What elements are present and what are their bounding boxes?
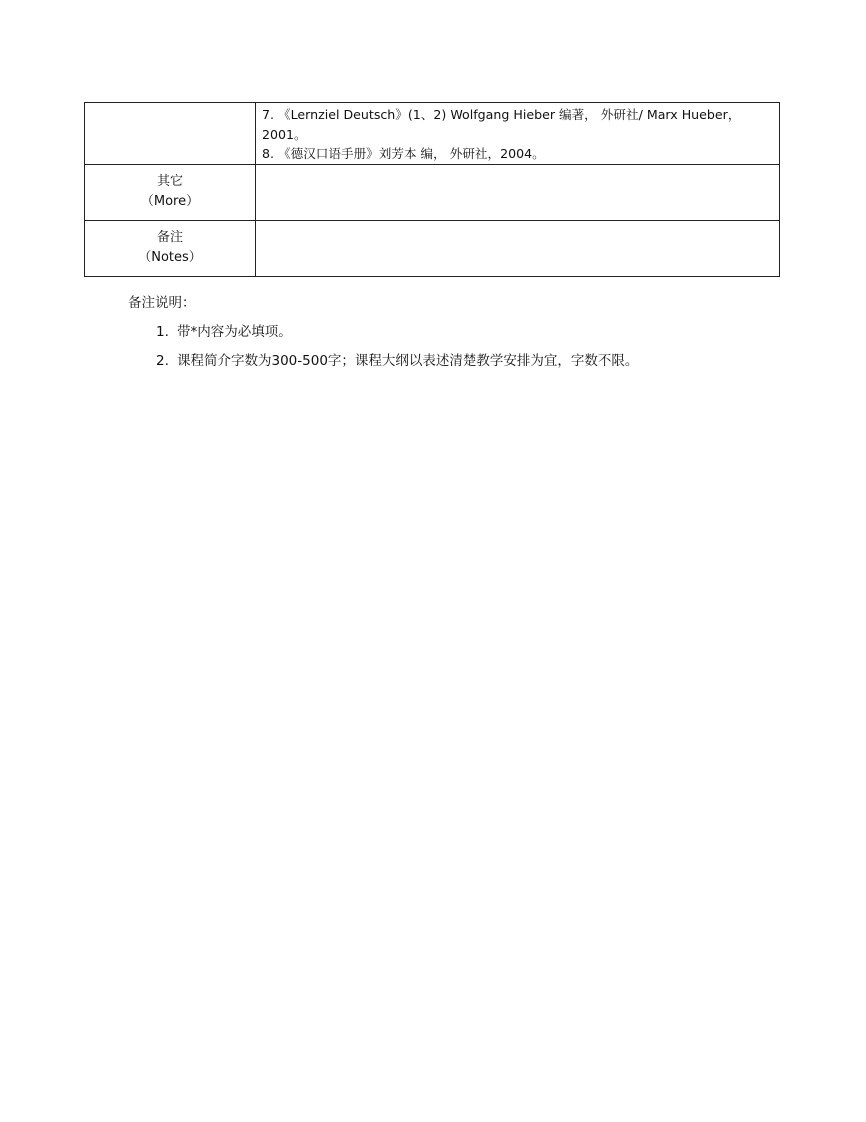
notes-explanation <box>128 293 638 380</box>
notes-title: 备注说明： <box>128 295 196 311</box>
list-item <box>156 322 638 342</box>
notes-label-cn: 备注 <box>156 230 183 245</box>
more-label-cn: 其它 <box>156 174 183 189</box>
more-label-en: （More） <box>140 194 200 209</box>
notes-list <box>128 322 638 371</box>
references-content-cell <box>256 103 780 165</box>
list-item-number: 2. <box>156 353 169 369</box>
table-row-more <box>85 164 780 220</box>
more-label-cell <box>85 164 256 220</box>
table-row-notes <box>85 220 780 276</box>
notes-label-en: （Notes） <box>138 250 202 265</box>
reference-item-8: 8. 《德汉口语手册》刘芳本 编， 外研社，2004。 <box>262 146 545 161</box>
reference-item-7-year: 2001。 <box>262 126 307 142</box>
references-label-cell <box>85 103 256 165</box>
table-row-references <box>85 103 780 165</box>
list-item-text: 带*内容为必填项。 <box>177 324 292 340</box>
notes-label-cell <box>85 220 256 276</box>
more-content-cell <box>256 164 780 220</box>
list-item-text: 课程简介字数为300-500字；课程大纲以表述清楚教学安排为宜，字数不限。 <box>177 353 639 369</box>
course-info-table <box>84 102 780 277</box>
list-item <box>156 351 638 371</box>
notes-content-cell <box>256 220 780 276</box>
reference-item-7: 7. 《Lernziel Deutsch》(1、2) Wolfgang Hieber 编著， 外研社/ Marx Hueber， <box>262 107 741 122</box>
list-item-number: 1. <box>156 324 169 340</box>
